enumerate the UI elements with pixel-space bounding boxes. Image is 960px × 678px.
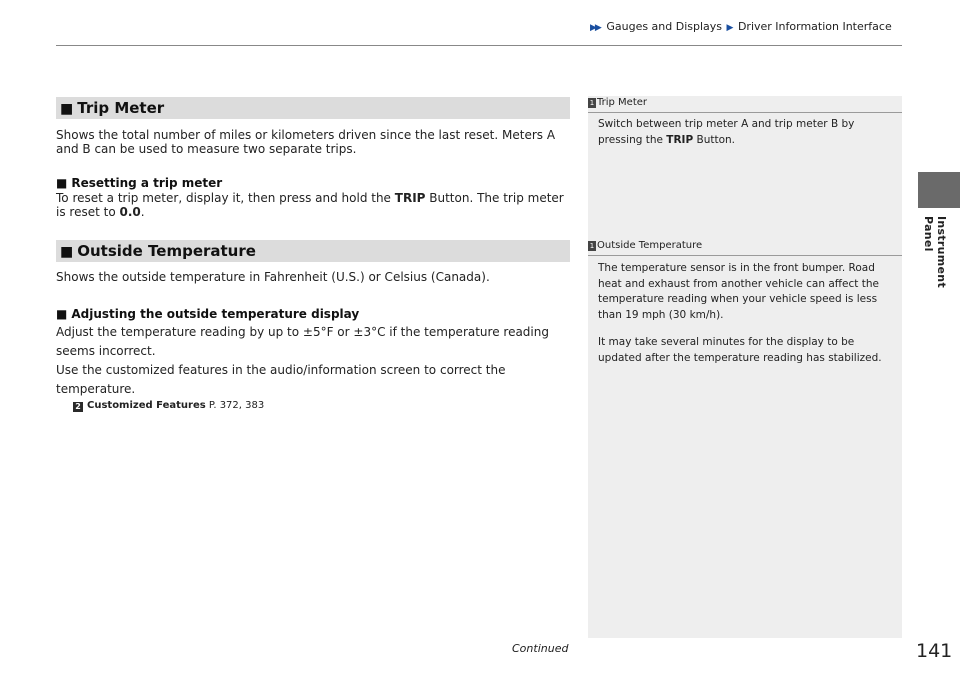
cross-reference-icon: 2 (73, 402, 83, 412)
reset-trip-instructions: To reset a trip meter, display it, then press and hold the TRIP Button. The trip meter is reset to 0.0. (56, 191, 564, 219)
reset-value: 0.0 (119, 205, 141, 219)
subheading-adjust-temp: ■ Adjusting the outside temperature display (56, 307, 360, 321)
trip-meter-intro: Shows the total number of miles or kilometers driven since the last reset. Meters A and B can be used to measure two separate trips. (56, 128, 556, 156)
section-title: Outside Temperature (77, 242, 256, 260)
adjust-temp-paragraph-1: Adjust the temperature reading by up to ±5°F or ±3°C if the temperature reading seems incorrect. (56, 325, 549, 358)
note-divider (588, 112, 902, 113)
header-divider (56, 45, 902, 46)
notes-sidebar (588, 96, 902, 638)
page-number: 141 (916, 640, 953, 662)
arrow-icon: ▶ (726, 23, 734, 33)
continued-label: Continued (512, 642, 569, 655)
square-bullet-icon: ■ (56, 307, 68, 321)
note-marker-icon: 1 (589, 99, 595, 107)
xref-pages: P. 372, 383 (208, 400, 265, 411)
square-bullet-icon: ■ (60, 101, 74, 117)
trip-button-name: TRIP (666, 133, 694, 146)
subheading-reset-trip: ■ Resetting a trip meter (56, 176, 223, 190)
note-heading-outside-temp: 1 Outside Temperature (589, 240, 703, 251)
square-bullet-icon: ■ (56, 176, 68, 190)
adjust-temp-paragraph-2: Use the customized features in the audio/information screen to correct the temperature. (56, 363, 506, 396)
section-heading-trip-meter (56, 97, 570, 119)
section-heading-outside-temp (56, 240, 570, 262)
chapter-label (922, 216, 948, 326)
section-title: Trip Meter (77, 99, 165, 117)
trip-button-name: TRIP (394, 191, 426, 205)
note-divider (588, 255, 902, 256)
double-arrow-icon: ▶▶ (590, 23, 600, 33)
chapter-tab (918, 172, 960, 208)
customized-features-link[interactable]: 2 Customized Features P. 372, 383 (73, 400, 264, 412)
temp-note-paragraph-1: The temperature sensor is in the front bumper. Road heat and exhaust from another vehicle can affect the temperature reading when your vehicle speed is less than 19 mph (30 km/h). (598, 262, 879, 321)
outside-temp-intro: Shows the outside temperature in Fahrenheit (U.S.) or Celsius (Canada). (56, 270, 490, 284)
breadcrumb (590, 20, 892, 33)
breadcrumb-item-driver-info[interactable]: Driver Information Interface (737, 20, 892, 33)
breadcrumb-item-gauges[interactable]: Gauges and Displays (606, 20, 723, 33)
temp-note-paragraph-2: It may take several minutes for the display to be updated after the temperature reading has stabilized. (598, 336, 882, 364)
square-bullet-icon: ■ (60, 244, 74, 260)
temp-note-text (598, 261, 894, 366)
note-heading-trip-meter: 1 Trip Meter (589, 97, 648, 108)
chapter-label-text: Instrument Panel (922, 216, 948, 288)
trip-note-text: Switch between trip meter A and trip meter B by pressing the TRIP Button. (598, 118, 855, 146)
note-marker-icon: 1 (589, 242, 595, 250)
